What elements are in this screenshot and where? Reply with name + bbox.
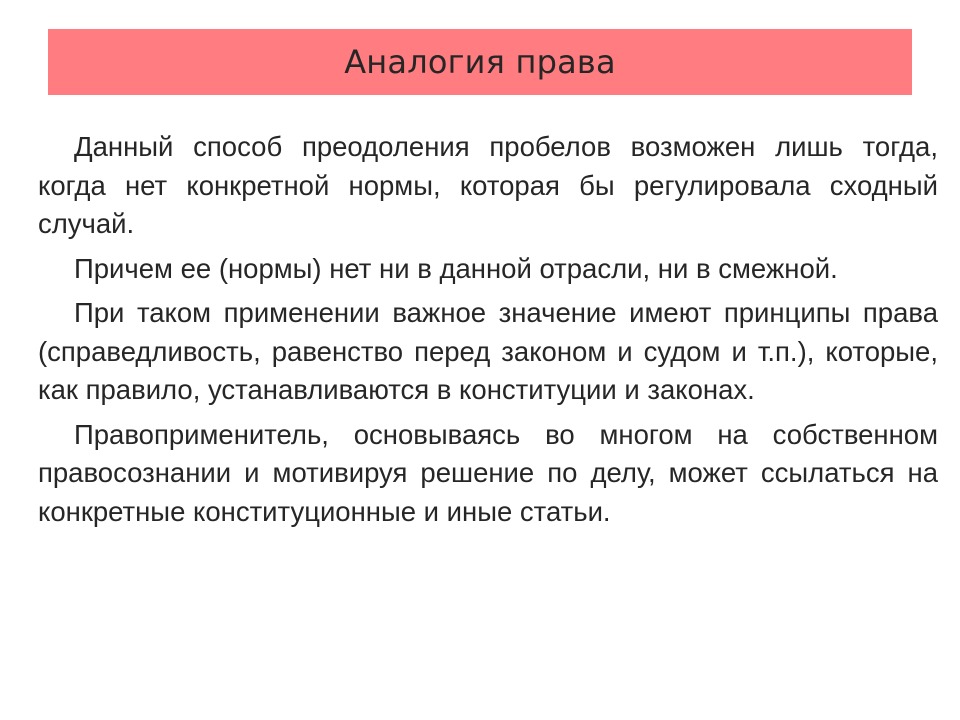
paragraph-2: Причем ее (нормы) нет ни в данной отрасли, ни в смежной. bbox=[74, 252, 838, 284]
slide-body bbox=[38, 128, 938, 537]
title-bar bbox=[48, 29, 912, 95]
paragraph-3: При таком применении важное значение имеют принципы права (справедливость, равенство перед законом и судом и т.п.), которые, как правило, устанавливаются в конституции и законах. bbox=[38, 297, 938, 405]
paragraph-4: Правоприменитель, основываясь во многом на собственном правосознании и мотивируя решение по делу, может ссылаться на конкретные конституционные и иные статьи. bbox=[38, 418, 938, 527]
slide-title: Аналогия права bbox=[344, 43, 616, 81]
paragraph-1: Данный способ преодоления пробелов возможен лишь тогда, когда нет конкретной нормы, которая бы регулировала сходный случай. bbox=[38, 131, 938, 239]
